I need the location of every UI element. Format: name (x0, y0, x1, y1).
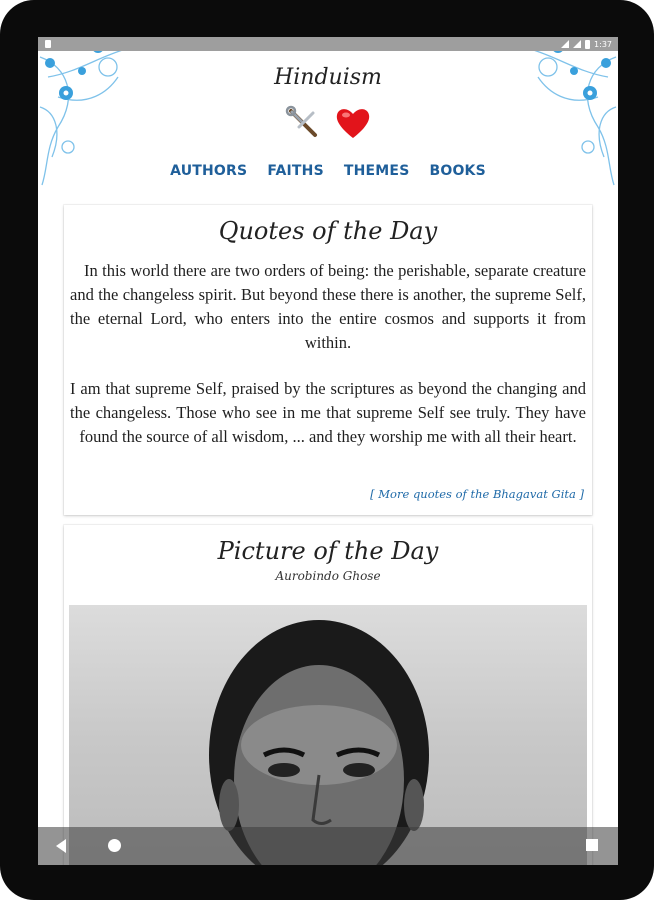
nav-themes[interactable]: THEMES (343, 163, 410, 179)
status-bar (38, 37, 618, 51)
recents-icon[interactable] (586, 839, 598, 851)
wrench-screwdriver-icon (285, 105, 321, 141)
battery-icon (585, 40, 590, 49)
nav-faiths[interactable]: FAITHS (267, 163, 324, 179)
screen (38, 37, 618, 865)
nav-authors[interactable]: AUTHORS (170, 163, 248, 179)
home-icon[interactable] (108, 839, 121, 852)
quotes-card-title: Quotes of the Day (218, 217, 438, 245)
heart-icon (335, 106, 371, 140)
quote-paragraph: I am that supreme Self, praised by the scriptures as beyond the changing and the changeless. Those who see in me that supreme Self see truly. They have found the source of all wisdom, ... and they worship me with all their heart. (70, 379, 586, 446)
portrait-image[interactable] (69, 605, 587, 865)
portrait-illustration (69, 605, 587, 865)
status-time: 1:37 (594, 39, 612, 49)
picture-subtitle: Aurobindo Ghose (275, 569, 381, 583)
picture-card (64, 525, 592, 865)
floral-ornament-icon (38, 37, 138, 187)
app-title: Hinduism (274, 65, 382, 90)
picture-card-title: Picture of the Day (217, 537, 439, 565)
favorite-button[interactable] (334, 105, 372, 141)
floral-ornament-icon (518, 37, 618, 187)
nav-books[interactable]: BOOKS (429, 163, 486, 179)
status-indicators (561, 38, 612, 50)
quote-paragraph: In this world there are two orders of being: the perishable, separate creature and the changeless spirit. But beyond these there is another, the supreme Self, the eternal Lord, who enters into the entire cosmos and supports it from within. (70, 261, 586, 352)
notification-icon (45, 40, 51, 48)
quotes-card (64, 205, 592, 515)
back-icon[interactable] (56, 839, 66, 853)
wifi-icon (561, 40, 569, 48)
system-nav-bar (38, 827, 618, 865)
tools-button[interactable] (284, 105, 322, 141)
more-quotes-link[interactable]: [ More quotes of the Bhagavat Gita ] (370, 487, 584, 501)
signal-icon (573, 40, 581, 48)
